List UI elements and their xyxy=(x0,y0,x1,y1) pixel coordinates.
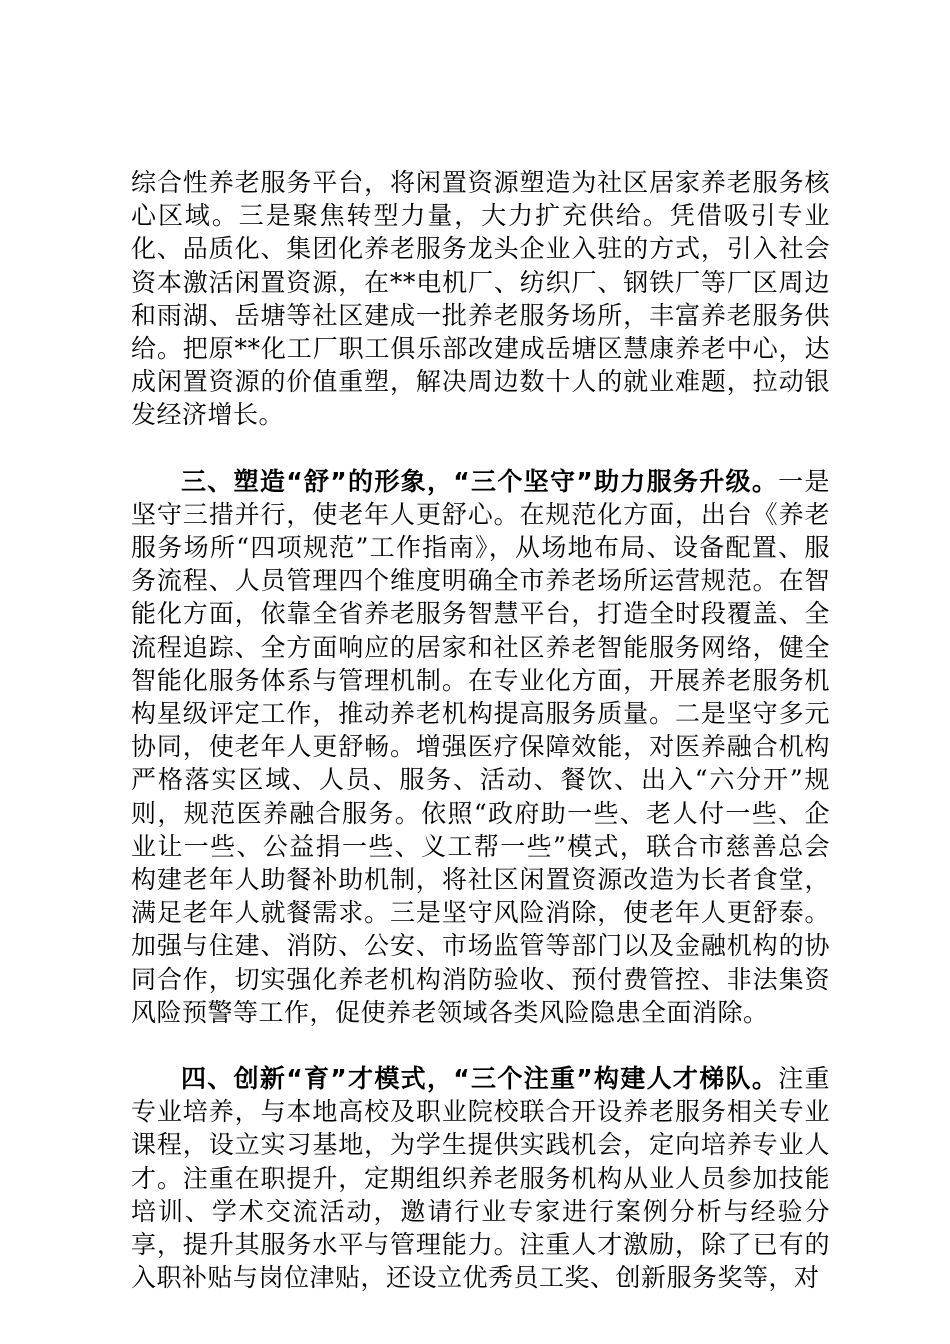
document-body xyxy=(131,166,830,1295)
paragraph-text: 一是坚守三措并行，使老年人更舒心。在规范化方面，出台《养老服务场所“四项规范”工作指南》，从场地布局、设备配置、服务流程、人员管理四个维度明确全市养老场所运营规范。在智能化方面，依靠全省养老服务智慧平台，打造全时段覆盖、全流程追踪、全方面响应的居家和社区养老智能服务网络，健全智能化服务体系与管理机制。在专业化方面，开展养老服务机构星级评定工作，推动养老机构提高服务质量。二是坚守多元协同，使老年人更舒畅。增强医疗保障效能，对医养融合机构严格落实区域、人员、服务、活动、餐饮、出入“六分开”规则，规范医养融合服务。依照“政府助一些、老人付一些、企业让一些、公益捐一些、义工帮一些”模式，联合市慈善总会构建老年人助餐补助机制，将社区闲置资源改造为长者食堂，满足老年人就餐需求。三是坚守风险消除，使老年人更舒泰。加强与住建、消防、公安、市场监管等部门以及金融机构的协同合作，切实强化养老机构消防验收、预付费管控、非法集资风险预警等工作，促使养老领域各类风险隐患全面消除。 xyxy=(131,466,830,1027)
paragraph-continuation xyxy=(131,166,830,432)
paragraph-section-three xyxy=(131,465,830,1029)
section-heading: 三、塑造“舒”的形象，“三个坚守”助力服务升级。 xyxy=(181,466,779,496)
paragraph-text: 注重专业培养，与本地高校及职业院校联合开设养老服务相关专业课程，设立实习基地，为学生提供实践机会，定向培养专业人才。注重在职提升，定期组织养老服务机构从业人员参加技能培训、学术交流活动，邀请行业专家进行案例分析与经验分享，提升其服务水平与管理能力。注重人才激励，除了已有的入职补贴与岗位津贴，还设立优秀员工奖、创新服务奖等，对 xyxy=(131,1064,830,1293)
section-heading: 四、创新“育”才模式，“三个注重”构建人才梯队。 xyxy=(181,1064,779,1094)
paragraph-section-four xyxy=(131,1062,830,1294)
paragraph-text: 综合性养老服务平台，将闲置资源塑造为社区居家养老服务核心区域。三是聚焦转型力量，大力扩充供给。凭借吸引专业化、品质化、集团化养老服务龙头企业入驻的方式，引入社会资本激活闲置资源，在**电机厂、纺织厂、钢铁厂等厂区周边和雨湖、岳塘等社区建成一批养老服务场所，丰富养老服务供给。把原**化工厂职工俱乐部改建成岳塘区慧康养老中心，达成闲置资源的价值重塑，解决周边数十人的就业难题，拉动银发经济增长。 xyxy=(131,168,830,430)
